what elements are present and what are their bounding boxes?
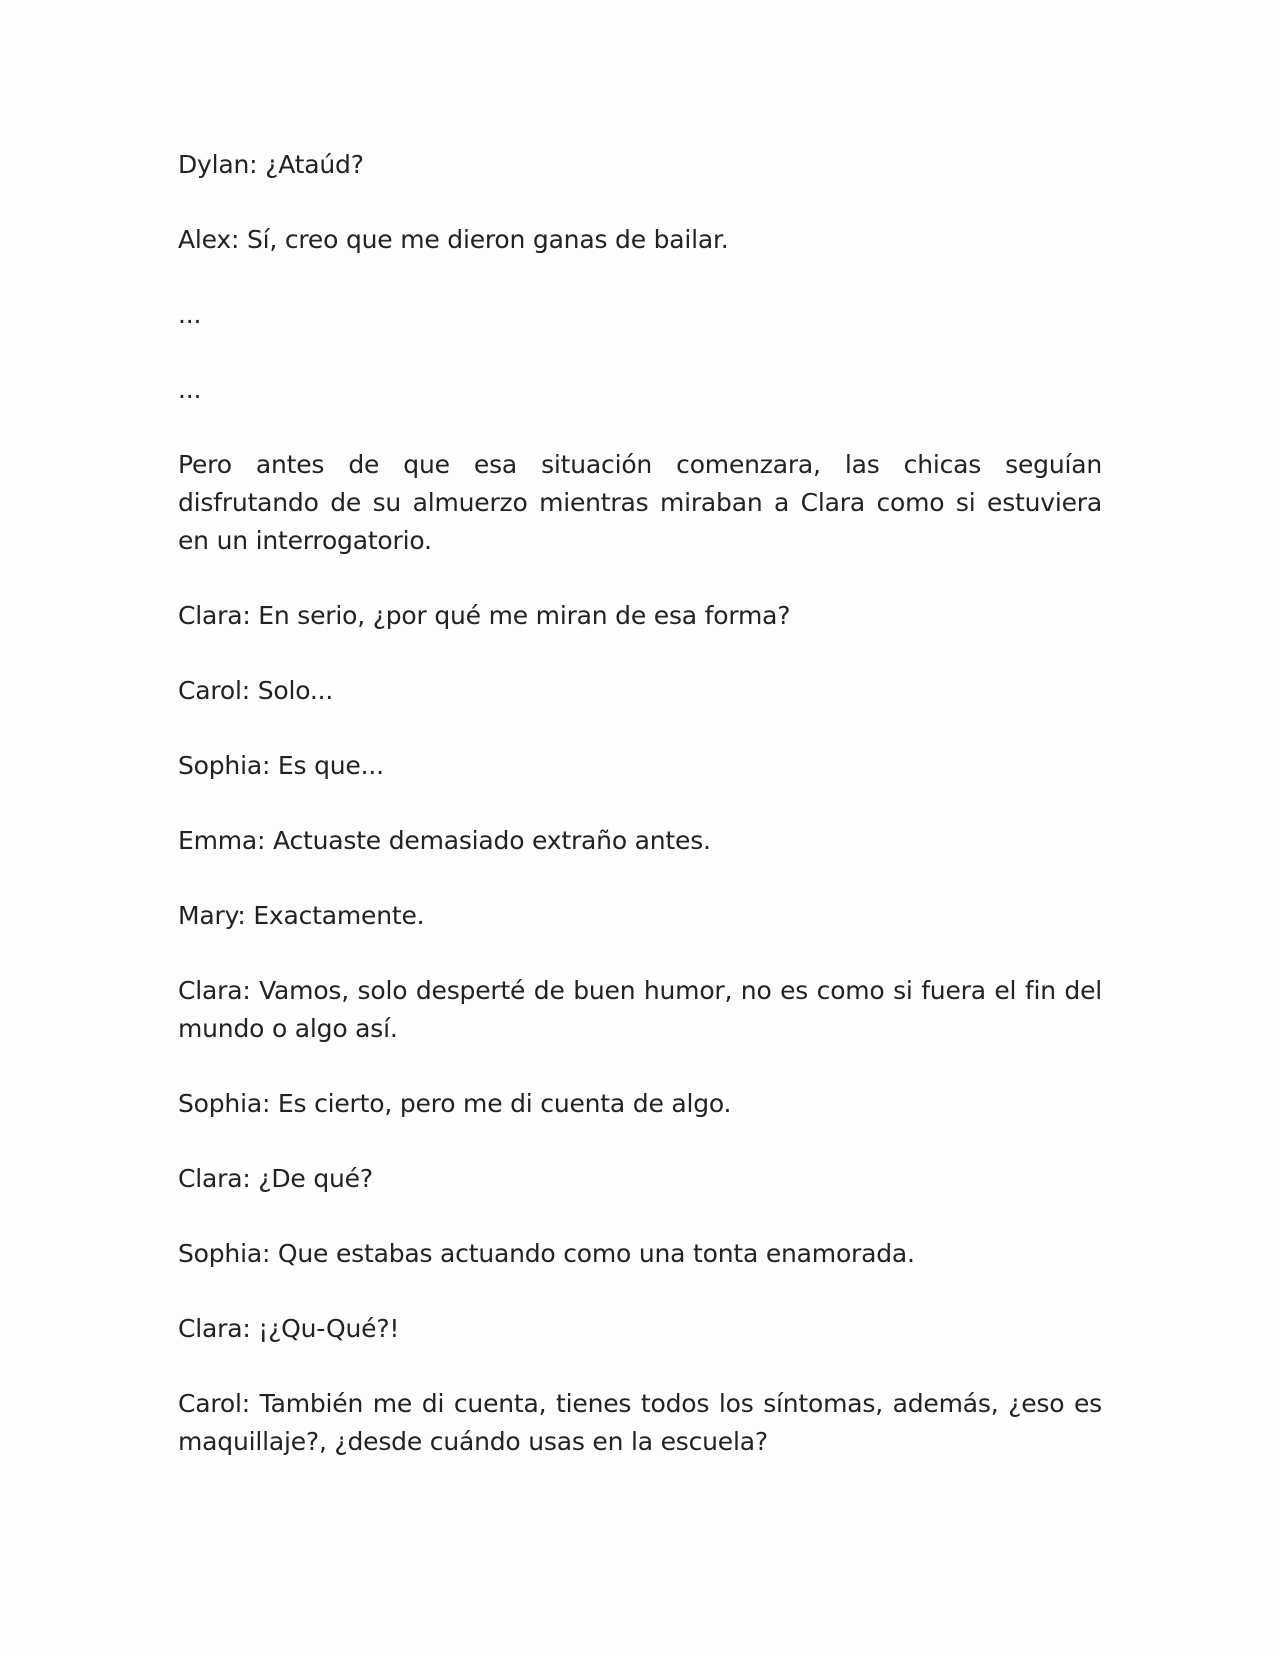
paragraph-clara-vamos: Clara: Vamos, solo desperté de buen humor, no es como si fuera el fin del mundo o algo así. xyxy=(178,976,1102,1043)
paragraph-sophia-es-que: Sophia: Es que... xyxy=(178,751,384,780)
paragraph-narration: Pero antes de que esa situación comenzara, las chicas seguían disfrutando de su almuerzo mientras miraban a Clara como si estuviera en un interrogatorio. xyxy=(178,450,1102,555)
paragraph-ellipsis-2: ... xyxy=(178,375,202,404)
paragraph-sophia-enamorada: Sophia: Que estabas actuando como una tonta enamorada. xyxy=(178,1239,915,1268)
paragraph-emma-actuaste: Emma: Actuaste demasiado extraño antes. xyxy=(178,826,711,855)
paragraph-sophia-es-cierto: Sophia: Es cierto, pero me di cuenta de algo. xyxy=(178,1089,732,1118)
paragraph-carol-solo: Carol: Solo... xyxy=(178,676,334,705)
paragraph-clara-de-que: Clara: ¿De qué? xyxy=(178,1164,373,1193)
paragraph-clara-en-serio: Clara: En serio, ¿por qué me miran de esa forma? xyxy=(178,601,791,630)
document-body xyxy=(178,146,1102,1498)
paragraph-carol-maquillaje: Carol: También me di cuenta, tienes todos los síntomas, además, ¿eso es maquillaje?, ¿desde cuándo usas en la escuela? xyxy=(178,1389,1102,1456)
paragraph-ellipsis-1: ... xyxy=(178,300,202,329)
paragraph-alex-bailar: Alex: Sí, creo que me dieron ganas de bailar. xyxy=(178,225,729,254)
paragraph-dylan-ataud: Dylan: ¿Ataúd? xyxy=(178,150,364,179)
paragraph-clara-qu-que: Clara: ¡¿Qu-Qué?! xyxy=(178,1314,400,1343)
paragraph-mary-exactamente: Mary: Exactamente. xyxy=(178,901,425,930)
